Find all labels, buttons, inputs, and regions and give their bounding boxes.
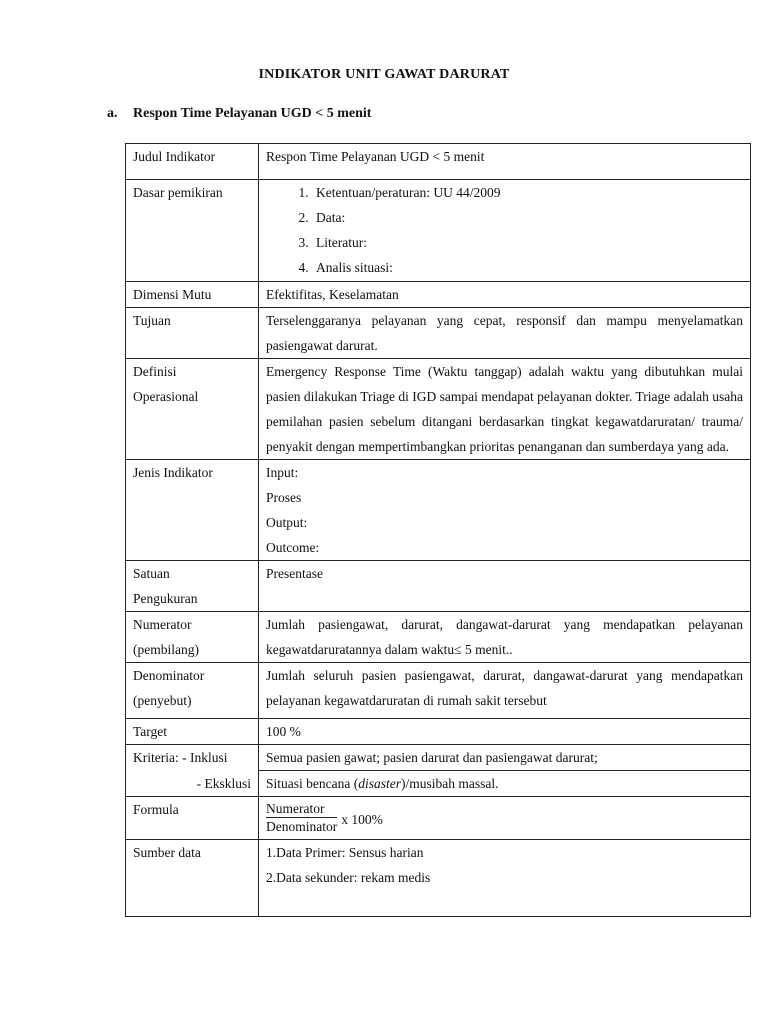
- formula-fraction: [266, 800, 337, 835]
- eksklusi-value-prefix: Situasi bencana (: [266, 776, 359, 791]
- row-value: [259, 612, 751, 663]
- table-row-numerator: [126, 612, 751, 663]
- list-item: 2.Data sekunder: rekam medis: [266, 870, 431, 885]
- dimensi-label: Dimensi Mutu: [133, 287, 212, 302]
- row-label: [126, 460, 259, 561]
- row-label: [126, 308, 259, 359]
- tujuan-label: Tujuan: [133, 313, 171, 328]
- row-label: [126, 359, 259, 460]
- row-value: [259, 771, 751, 797]
- row-value: [259, 144, 751, 180]
- denominator-label-line2: (penyebut): [133, 693, 192, 708]
- row-label: [126, 745, 259, 771]
- row-label: [126, 663, 259, 719]
- judul-value: Respon Time Pelayanan UGD < 5 menit: [266, 149, 485, 164]
- table-row-satuan: [126, 561, 751, 612]
- judul-label: Judul Indikator: [133, 149, 216, 164]
- row-label: [126, 180, 259, 282]
- row-label: [126, 771, 259, 797]
- table-row-formula: [126, 797, 751, 840]
- row-value: [259, 359, 751, 460]
- definisi-label-line1: Definisi: [133, 364, 177, 379]
- row-value: [259, 561, 751, 612]
- numerator-label-line1: Numerator: [133, 617, 192, 632]
- dasar-list: [266, 180, 743, 280]
- table-row-judul: [126, 144, 751, 180]
- list-item: 1.Data Primer: Sensus harian: [266, 845, 424, 860]
- formula-label: Formula: [133, 802, 179, 817]
- target-value: 100 %: [266, 724, 301, 739]
- list-item: 1. Ketentuan/peraturan: UU 44/2009: [312, 180, 743, 205]
- list-item: Outcome:: [266, 540, 320, 555]
- row-label: [126, 612, 259, 663]
- table-row-inklusi: [126, 745, 751, 771]
- inklusi-label: Kriteria: - Inklusi: [133, 750, 228, 765]
- inklusi-value: Semua pasien gawat; pasien darurat dan pasiengawat darurat;: [266, 750, 598, 765]
- dimensi-value: Efektifitas, Keselamatan: [266, 287, 399, 302]
- target-label: Target: [133, 724, 168, 739]
- row-value: [259, 719, 751, 745]
- jenis-label: Jenis Indikator: [133, 465, 213, 480]
- satuan-label-line2: Pengukuran: [133, 591, 198, 606]
- denominator-value: Jumlah seluruh pasien pasiengawat, darurat, dangawat-darurat yang mendapatkan pelayanan kegawatdaruratan di rumah sakit tersebut: [266, 668, 743, 708]
- document-title: INDIKATOR UNIT GAWAT DARURAT: [258, 67, 510, 82]
- row-label: [126, 282, 259, 308]
- definisi-value: Emergency Response Time (Waktu tanggap) adalah waktu yang dibutuhkan mulai pasien dilakukan Triage di IGD sampai mendapat pelayanan dokter. Triage adalah usaha pemilahan pasien sebelum ditangani berdasarkan tingkat kegawatdaruratan/ trauma/ penyakit dengan mempertimbangkan prioritas penanganan dan sumberdaya yang ada.: [266, 364, 743, 454]
- eksklusi-label: - Eksklusi: [196, 775, 251, 791]
- row-value: [259, 840, 751, 917]
- row-label: [126, 144, 259, 180]
- list-item: Proses: [266, 490, 302, 505]
- eksklusi-value-suffix: )/musibah massal.: [401, 776, 499, 791]
- row-value: [259, 308, 751, 359]
- numerator-label-line2: (pembilang): [133, 642, 199, 657]
- table-row-dimensi: [126, 282, 751, 308]
- row-value: [259, 282, 751, 308]
- table-row-denominator: [126, 663, 751, 719]
- table-row-dasar: [126, 180, 751, 282]
- list-item: Input:: [266, 465, 299, 480]
- list-item: Output:: [266, 515, 308, 530]
- formula-denominator: Denominator: [266, 819, 338, 834]
- table-row-jenis: [126, 460, 751, 561]
- list-item: 2. Data:: [312, 205, 743, 230]
- eksklusi-value-italic: disaster: [358, 776, 401, 791]
- definisi-label-line2: Operasional: [133, 389, 199, 404]
- section-heading: [107, 106, 371, 122]
- table-row-definisi: [126, 359, 751, 460]
- row-label: [126, 840, 259, 917]
- list-item: 3. Literatur:: [312, 230, 743, 255]
- row-label: [126, 719, 259, 745]
- row-value: [259, 797, 751, 840]
- row-value: [259, 460, 751, 561]
- formula-numerator: Numerator: [266, 800, 337, 818]
- denominator-label-line1: Denominator: [133, 668, 205, 683]
- row-label: [126, 797, 259, 840]
- tujuan-value: Terselenggaranya pelayanan yang cepat, responsif dan mampu menyelamatkan pasiengawat darurat.: [266, 313, 743, 353]
- section-letter: a.: [107, 106, 118, 121]
- row-value: [259, 745, 751, 771]
- table-row-eksklusi: [126, 771, 751, 797]
- section-title: Respon Time Pelayanan UGD < 5 menit: [133, 106, 372, 121]
- formula-multiplier: x 100%: [341, 811, 383, 827]
- row-label: [126, 561, 259, 612]
- row-value: [259, 663, 751, 719]
- satuan-value: Presentase: [266, 566, 323, 581]
- indicator-table: [125, 143, 751, 917]
- dasar-label: Dasar pemikiran: [133, 185, 223, 200]
- formula: [266, 797, 743, 835]
- table-row-sumber: [126, 840, 751, 917]
- table-row-target: [126, 719, 751, 745]
- row-value: [259, 180, 751, 282]
- list-item: 4. Analis situasi:: [312, 255, 743, 280]
- table-row-tujuan: [126, 308, 751, 359]
- sumber-label: Sumber data: [133, 845, 201, 860]
- satuan-label-line1: Satuan: [133, 566, 170, 581]
- numerator-value: Jumlah pasiengawat, darurat, dangawat-darurat yang mendapatkan pelayanan kegawatdaruratannya dalam waktu≤ 5 menit..: [266, 617, 743, 657]
